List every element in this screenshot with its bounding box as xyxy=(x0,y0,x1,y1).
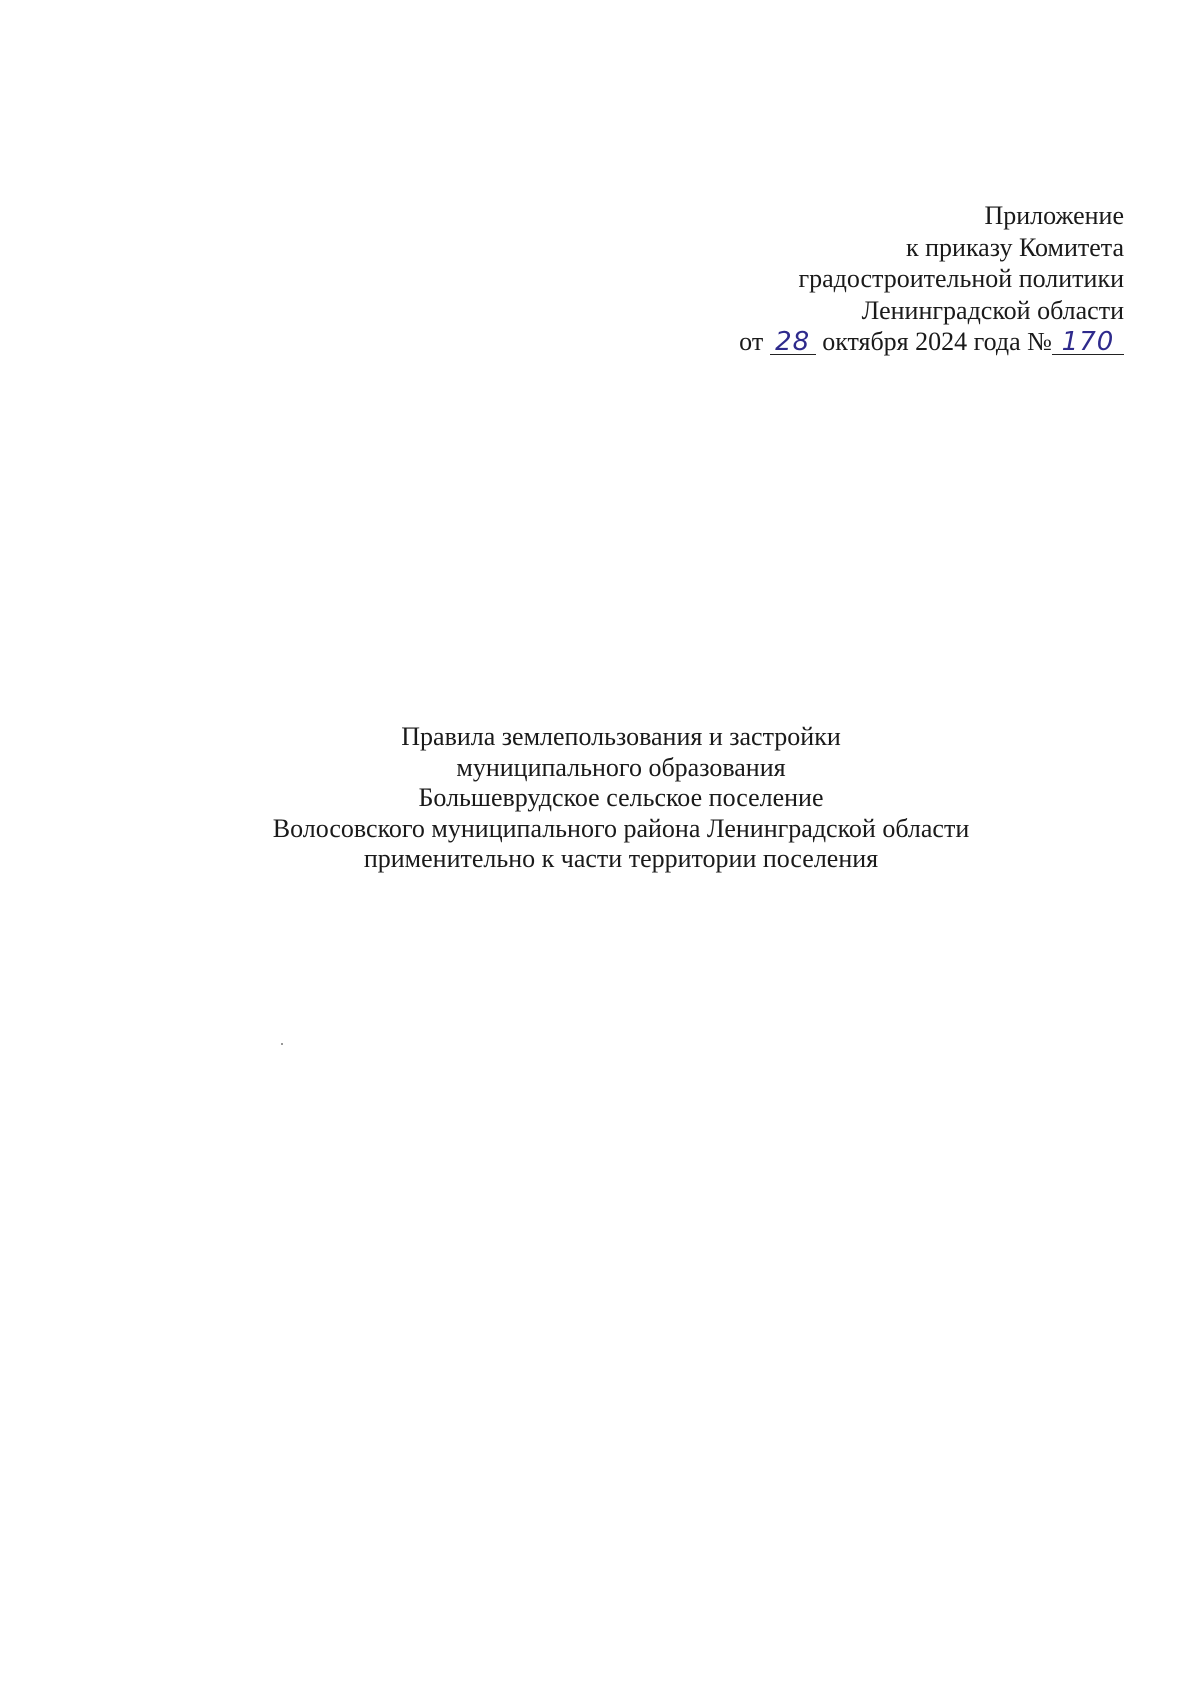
appendix-date-line xyxy=(739,326,1124,358)
appendix-title: Приложение xyxy=(984,201,1124,230)
title-line-1: Правила землепользования и застройки xyxy=(401,722,841,751)
handwritten-order-number: 170 xyxy=(1061,327,1115,357)
document-title xyxy=(0,722,1200,875)
appendix-order-ref: к приказу Комитета xyxy=(905,232,1124,262)
title-line-5: применительно к части территории поселения xyxy=(363,844,879,873)
order-number-field xyxy=(1052,327,1124,357)
appendix-header xyxy=(739,200,1124,358)
handwritten-day: 28 xyxy=(775,327,811,357)
date-prefix: от xyxy=(739,327,764,356)
title-line-3: Большеврудское сельское поселение xyxy=(418,783,824,812)
appendix-committee: градостроительной политики xyxy=(798,264,1124,293)
date-month-year: октября 2024 года № xyxy=(822,327,1052,356)
appendix-region: Ленинградской области xyxy=(861,295,1124,325)
date-day-field xyxy=(770,327,816,357)
title-line-2: муниципального образования xyxy=(456,752,786,782)
scan-speck xyxy=(281,1043,283,1045)
title-line-4: Волосовского муниципального района Ленинградской области xyxy=(272,813,970,843)
